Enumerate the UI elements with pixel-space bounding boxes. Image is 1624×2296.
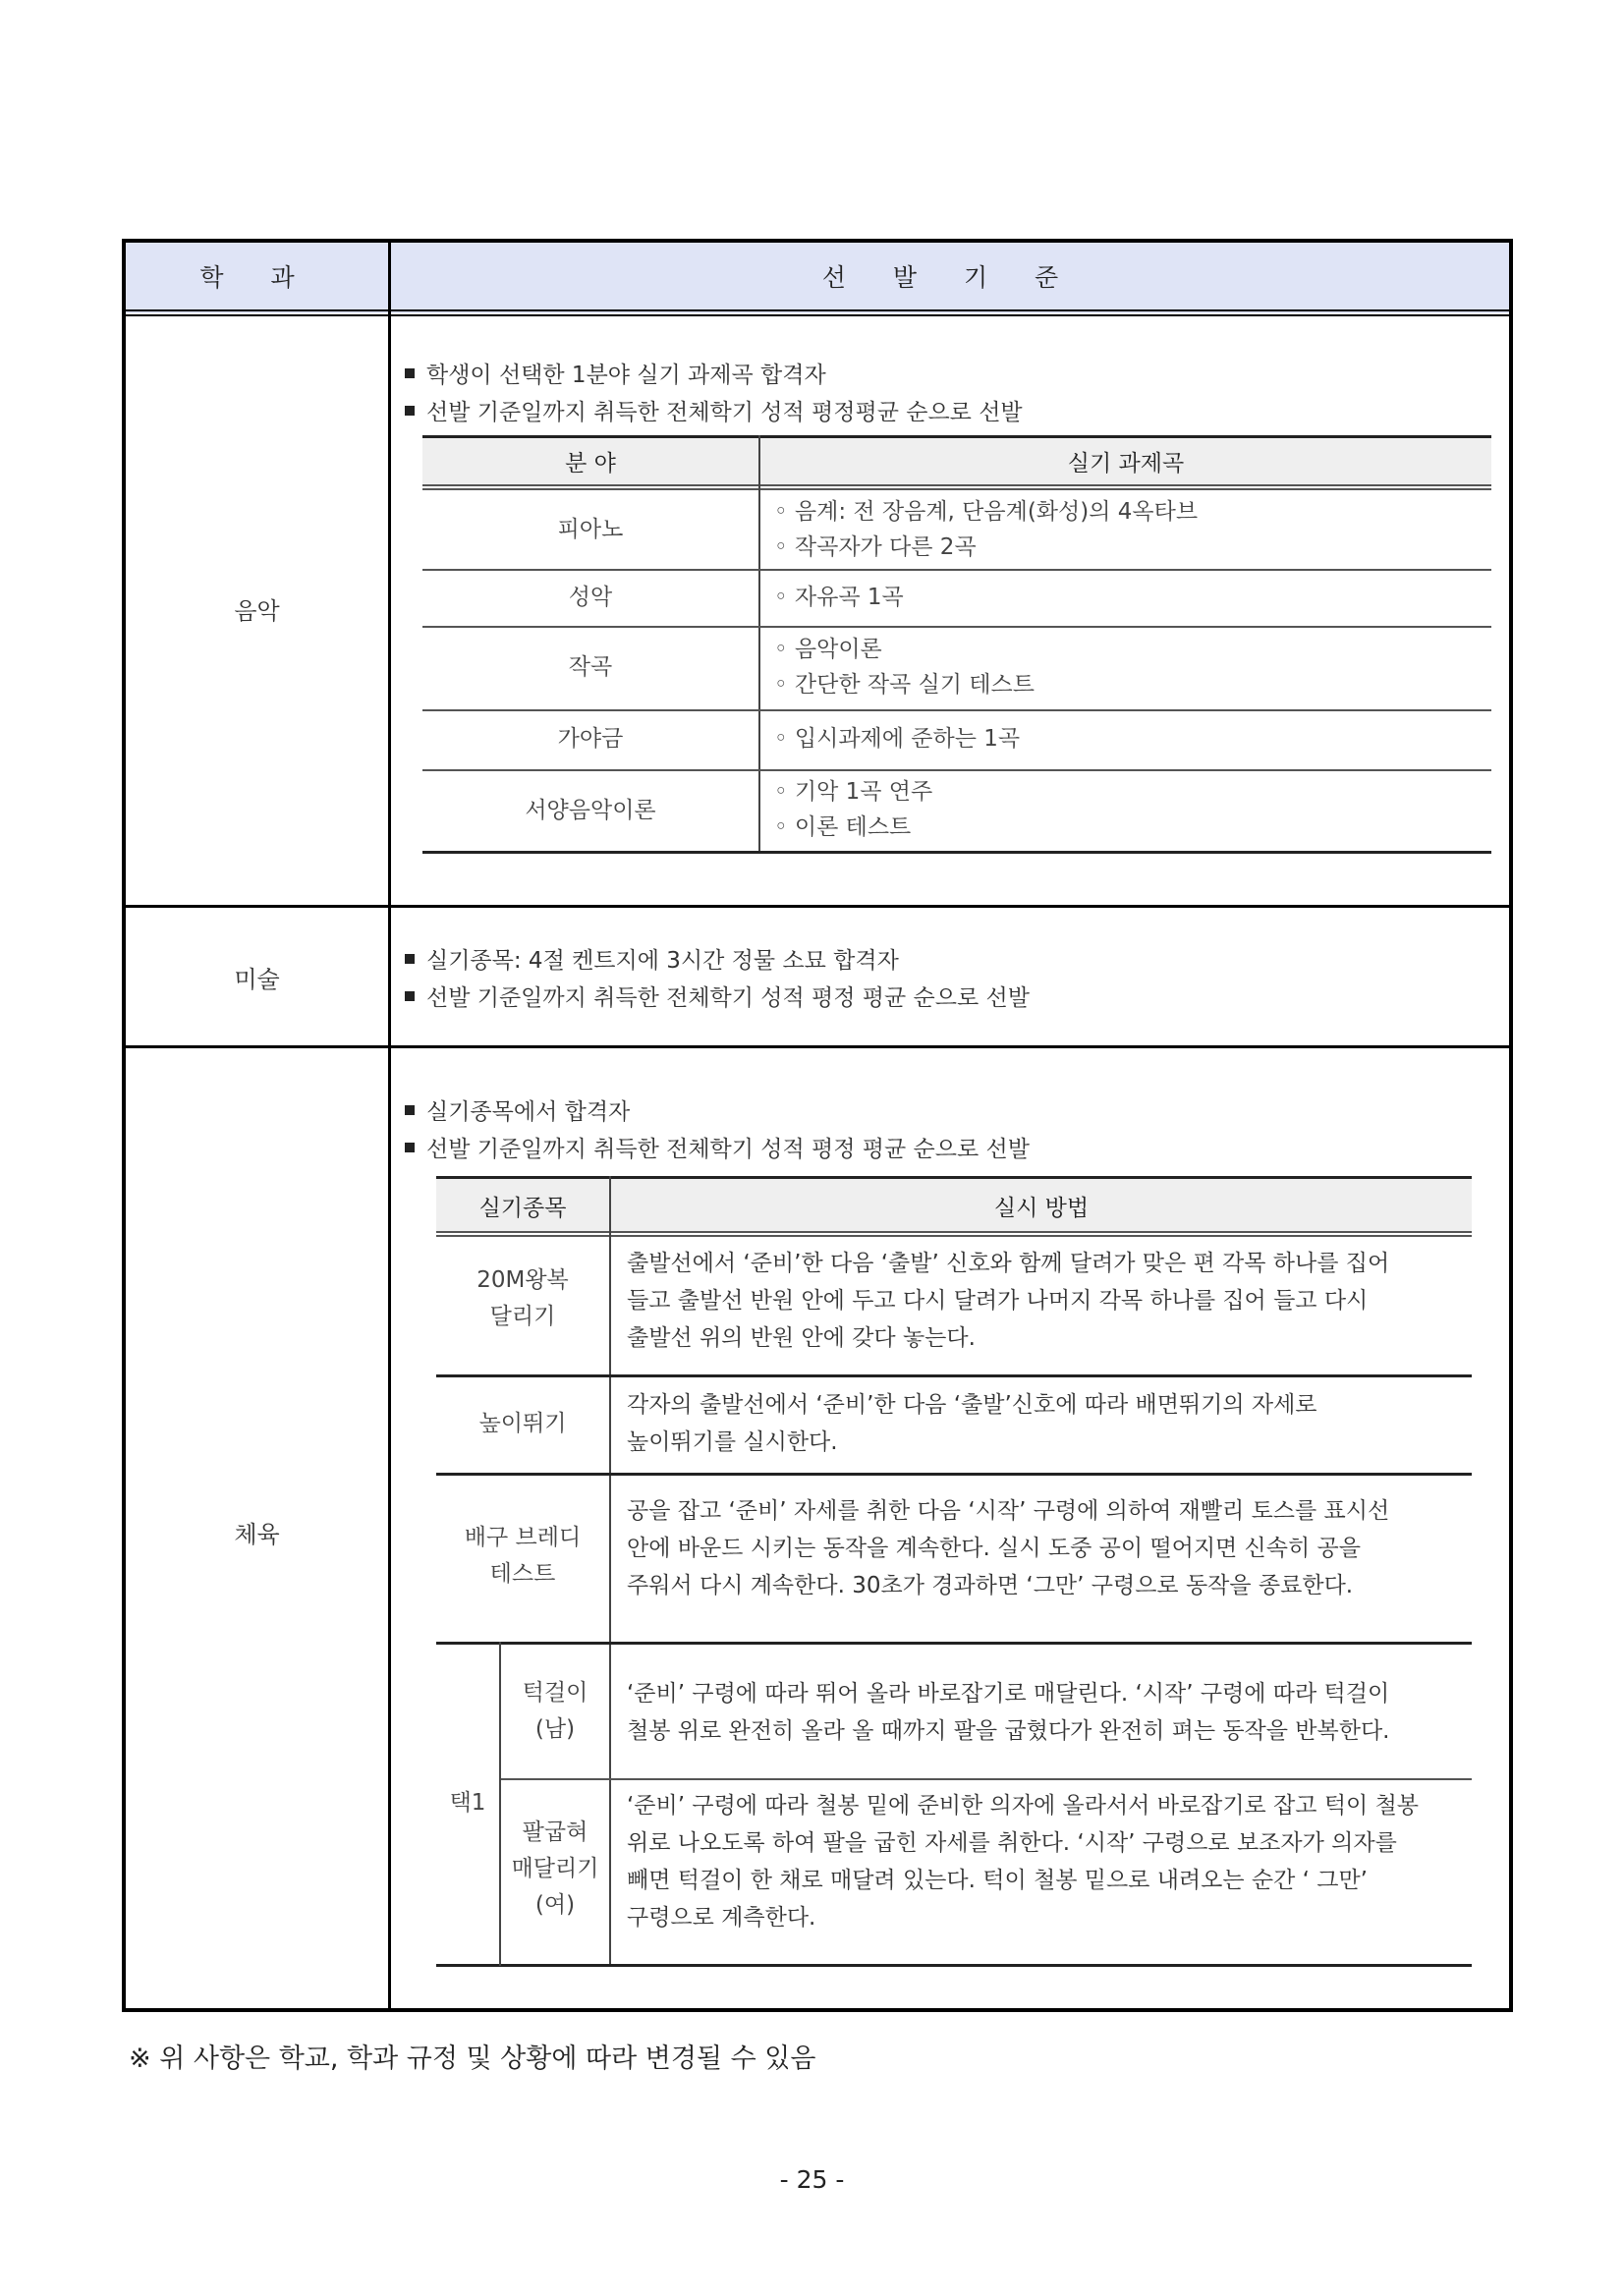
music-bullet: 학생이 선택한 1분야 실기 과제곡 합격자 [405, 357, 826, 389]
pe-method-high-jump: 각자의 출발선에서 ‘준비’한 다음 ‘출발’신호에 따라 배면뛰기의 자세로 높이뛰기를 실시한다. [627, 1392, 1317, 1455]
pe-event-high-jump: 높이뛰기 [478, 1411, 567, 1436]
music-piece: ◦ 입시과제에 준하는 1곡 [774, 726, 1021, 752]
music-subtable [422, 435, 1491, 854]
music-field-piano: 피아노 [557, 517, 624, 542]
music-piece: ◦ 작곡자가 다른 2곡 [774, 534, 977, 560]
pe-event-volleyball: 배구 브레디 테스트 [464, 1525, 582, 1587]
dept-art: 미술 [234, 966, 280, 993]
section-divider [126, 905, 1509, 908]
music-piece: ◦ 이론 테스트 [774, 814, 912, 840]
pe-event-pullup: 턱걸이 (남) [522, 1680, 588, 1742]
music-col-field: 분 야 [565, 451, 616, 476]
pe-method-volleyball: 공을 잡고 ‘준비’ 자세를 취한 다음 ‘시작’ 구령에 의하여 재빨리 토스를 표시선 안에 바운드 시키는 동작을 계속한다. 실시 도중 공이 떨어지면 신속히 공을 주워서 다시 계속한다. 30초가 경과하면 ‘그만’ 구령으로 동작을 종료한다. [627, 1498, 1390, 1598]
page-number: - 25 - [779, 2165, 845, 2194]
footnote: ※ 위 사항은 학교, 학과 규정 및 상황에 따라 변경될 수 있음 [129, 2044, 816, 2074]
music-bullet: 선발 기준일까지 취득한 전체학기 성적 평정평균 순으로 선발 [405, 394, 1023, 426]
pe-method-flexed-arm-hang: ‘준비’ 구령에 따라 철봉 밑에 준비한 의자에 올라서서 바로잡기로 잡고 턱이 철봉 위로 나오도록 하여 팔을 굽힌 자세를 취한다. ‘시작’ 구령으로 보조자가 의자를 빼면 턱걸이 한 채로 매달려 있는다. 턱이 철봉 밑으로 내려오는 순간 ‘ 그만’ 구령으로 계측한다. [627, 1793, 1420, 1931]
pe-bullet: 실기종목에서 합격자 [405, 1093, 630, 1126]
music-piece: ◦ 간단한 작곡 실기 테스트 [774, 672, 1035, 698]
pe-method-shuttle-run: 출발선에서 ‘준비’한 다음 ‘출발’ 신호와 함께 달려가 맞은 편 각목 하나를 집어 들고 출발선 반원 안에 두고 다시 달려가 나머지 각목 하나를 집어 들고 다시 출발선 위의 반원 안에 갖다 놓는다. [627, 1251, 1390, 1351]
pe-subtable [436, 1176, 1472, 1966]
selection-criteria-table [122, 239, 1513, 2012]
section-divider [126, 1045, 1509, 1048]
dept-music: 음악 [234, 597, 280, 625]
pe-method-pullup: ‘준비’ 구령에 따라 뛰어 올라 바로잡기로 매달린다. ‘시작’ 구령에 따라 턱걸이 철봉 위로 완전히 올라 올 때까지 팔을 굽혔다가 완전히 펴는 동작을 반복한다. [627, 1681, 1390, 1744]
dept-header: 학 과 [199, 263, 314, 292]
pe-choice-label: 택1 [449, 1790, 486, 1816]
music-field-gayageum: 가야금 [557, 726, 624, 752]
pe-col-event: 실기종목 [478, 1196, 567, 1221]
criteria-header: 선 발 기 준 [821, 263, 1079, 292]
music-field-vocal: 성악 [568, 585, 613, 610]
music-field-composition: 작곡 [568, 654, 613, 680]
music-col-pieces: 실기 과제곡 [1067, 451, 1185, 476]
music-piece: ◦ 음계: 전 장음계, 단음계(화성)의 4옥타브 [774, 499, 1199, 525]
dept-pe: 체육 [234, 1521, 280, 1548]
music-piece: ◦ 기악 1곡 연주 [774, 779, 933, 805]
music-piece: ◦ 자유곡 1곡 [774, 585, 904, 610]
pe-event-shuttle-run: 20M왕복 달리기 [476, 1267, 569, 1329]
music-field-western-theory: 서양음악이론 [525, 798, 656, 823]
music-piece: ◦ 음악이론 [774, 637, 882, 662]
art-bullet: 실기종목: 4절 켄트지에 3시간 정물 소묘 합격자 [405, 942, 899, 975]
pe-bullet: 선발 기준일까지 취득한 전체학기 성적 평정 평균 순으로 선발 [405, 1131, 1030, 1163]
art-bullet: 선발 기준일까지 취득한 전체학기 성적 평정 평균 순으로 선발 [405, 980, 1030, 1012]
pe-col-method: 실시 방법 [993, 1196, 1090, 1221]
column-divider [388, 243, 391, 2008]
pe-event-flexed-arm-hang: 팔굽혀 매달리기 (여) [511, 1820, 599, 1918]
